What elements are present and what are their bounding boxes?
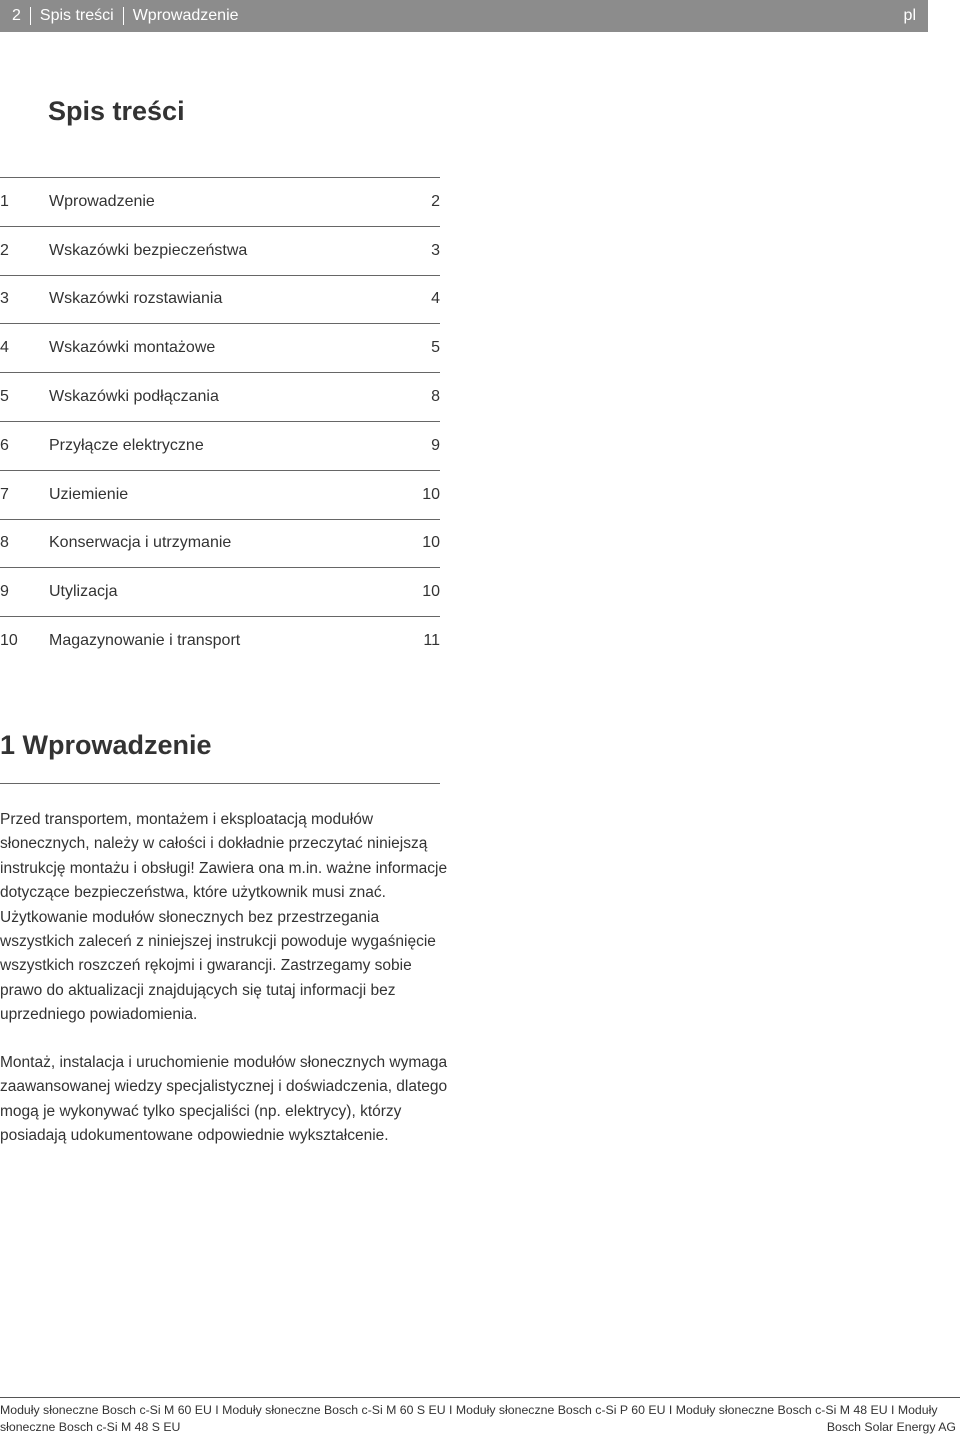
- toc-row[interactable]: [0, 177, 440, 226]
- toc-title: Spis treści: [48, 96, 185, 126]
- footer-company: Bosch Solar Energy AG: [826, 1419, 956, 1434]
- toc-page: 10: [422, 583, 440, 601]
- toc-page: 3: [431, 241, 440, 259]
- toc-row[interactable]: [0, 275, 440, 324]
- header-section-intro: Wprowadzenie: [132, 7, 239, 24]
- page-footer: [0, 1402, 960, 1435]
- toc-row[interactable]: [0, 470, 440, 519]
- toc-page: 8: [431, 388, 440, 406]
- toc-row[interactable]: [0, 421, 440, 470]
- toc-number: 7: [0, 485, 9, 503]
- header-separator: [123, 7, 124, 25]
- toc-page: 10: [422, 485, 440, 503]
- toc-page: 2: [431, 192, 440, 210]
- toc-label: Wskazówki montażowe: [49, 339, 216, 357]
- header-section-toc: Spis treści: [39, 7, 114, 24]
- toc-label: Utylizacja: [49, 583, 118, 601]
- toc-number: 8: [0, 534, 9, 552]
- toc-number: 6: [0, 436, 9, 454]
- toc-row[interactable]: [0, 226, 440, 275]
- toc-label: Przyłącze elektryczne: [49, 436, 204, 454]
- toc-row[interactable]: [0, 519, 440, 568]
- header-page-number: 2: [12, 7, 21, 24]
- toc-label: Wprowadzenie: [49, 192, 155, 210]
- toc-number: 3: [0, 290, 9, 308]
- toc-number: 5: [0, 388, 9, 406]
- intro-paragraph-1: Przed transportem, montażem i eksploatacją modułów słonecznych, należy w całości i dokładnie przeczytać niniejszą instrukcję montażu i obsługi! Zawiera ona m.in. ważne informacje dotyczące bezpieczeństwa, które użytkownik musi znać. Użytkowanie modułów słonecznych bez przestrzegania wszystkich zaleceń z niniejszej instrukcji powoduje wygaśnięcie wszystkich roszczeń rękojmi i gwarancji. Zastrzegamy sobie prawo do aktualizacji znajdujących się tutaj informacji bez uprzedniego powiadomienia.: [0, 811, 448, 1024]
- toc-number: 4: [0, 339, 9, 357]
- page-header-bar: [0, 0, 928, 32]
- toc-number: 2: [0, 241, 9, 259]
- toc-page: 11: [423, 632, 440, 650]
- toc-number: 9: [0, 583, 9, 601]
- toc-page: 9: [431, 436, 440, 454]
- toc-row[interactable]: [0, 323, 440, 372]
- toc-row[interactable]: [0, 616, 440, 665]
- footer-product-line: Moduły słoneczne Bosch c-Si M 60 EU I Moduły słoneczne Bosch c-Si M 60 S EU I Moduły słoneczne Bosch c-Si P 60 EU I Moduły słoneczne Bosch c-Si M 48 EU I Moduły słoneczne Bosch c-Si M 48 S EU: [0, 1403, 938, 1434]
- section-divider: [0, 783, 440, 784]
- toc-row[interactable]: [0, 372, 440, 421]
- toc-label: Wskazówki podłączania: [49, 388, 219, 406]
- section-heading: 1 Wprowadzenie: [0, 730, 212, 760]
- toc-page: 4: [431, 290, 440, 308]
- footer-divider: [0, 1397, 960, 1398]
- toc-label: Wskazówki bezpieczeństwa: [49, 241, 248, 259]
- intro-paragraph-2: Montaż, instalacja i uruchomienie modułów słonecznych wymaga zaawansowanej wiedzy specjalistycznej i doświadczenia, dlatego mogą je wykonywać tylko specjaliści (np. elektrycy), którzy posiadają udokumentowane odpowiednie wykształcenie.: [0, 1054, 448, 1145]
- toc-label: Konserwacja i utrzymanie: [49, 534, 232, 552]
- toc-label: Uziemienie: [49, 485, 129, 503]
- toc-page: 10: [422, 534, 440, 552]
- table-of-contents: [0, 177, 440, 665]
- toc-label: Magazynowanie i transport: [49, 632, 241, 650]
- toc-page: 5: [431, 339, 440, 357]
- header-breadcrumb: [12, 7, 239, 25]
- toc-row[interactable]: [0, 567, 440, 616]
- header-language: pl: [903, 7, 916, 24]
- header-separator: [30, 7, 31, 25]
- toc-number: 1: [0, 192, 9, 210]
- toc-number: 10: [0, 632, 18, 650]
- toc-label: Wskazówki rozstawiania: [49, 290, 223, 308]
